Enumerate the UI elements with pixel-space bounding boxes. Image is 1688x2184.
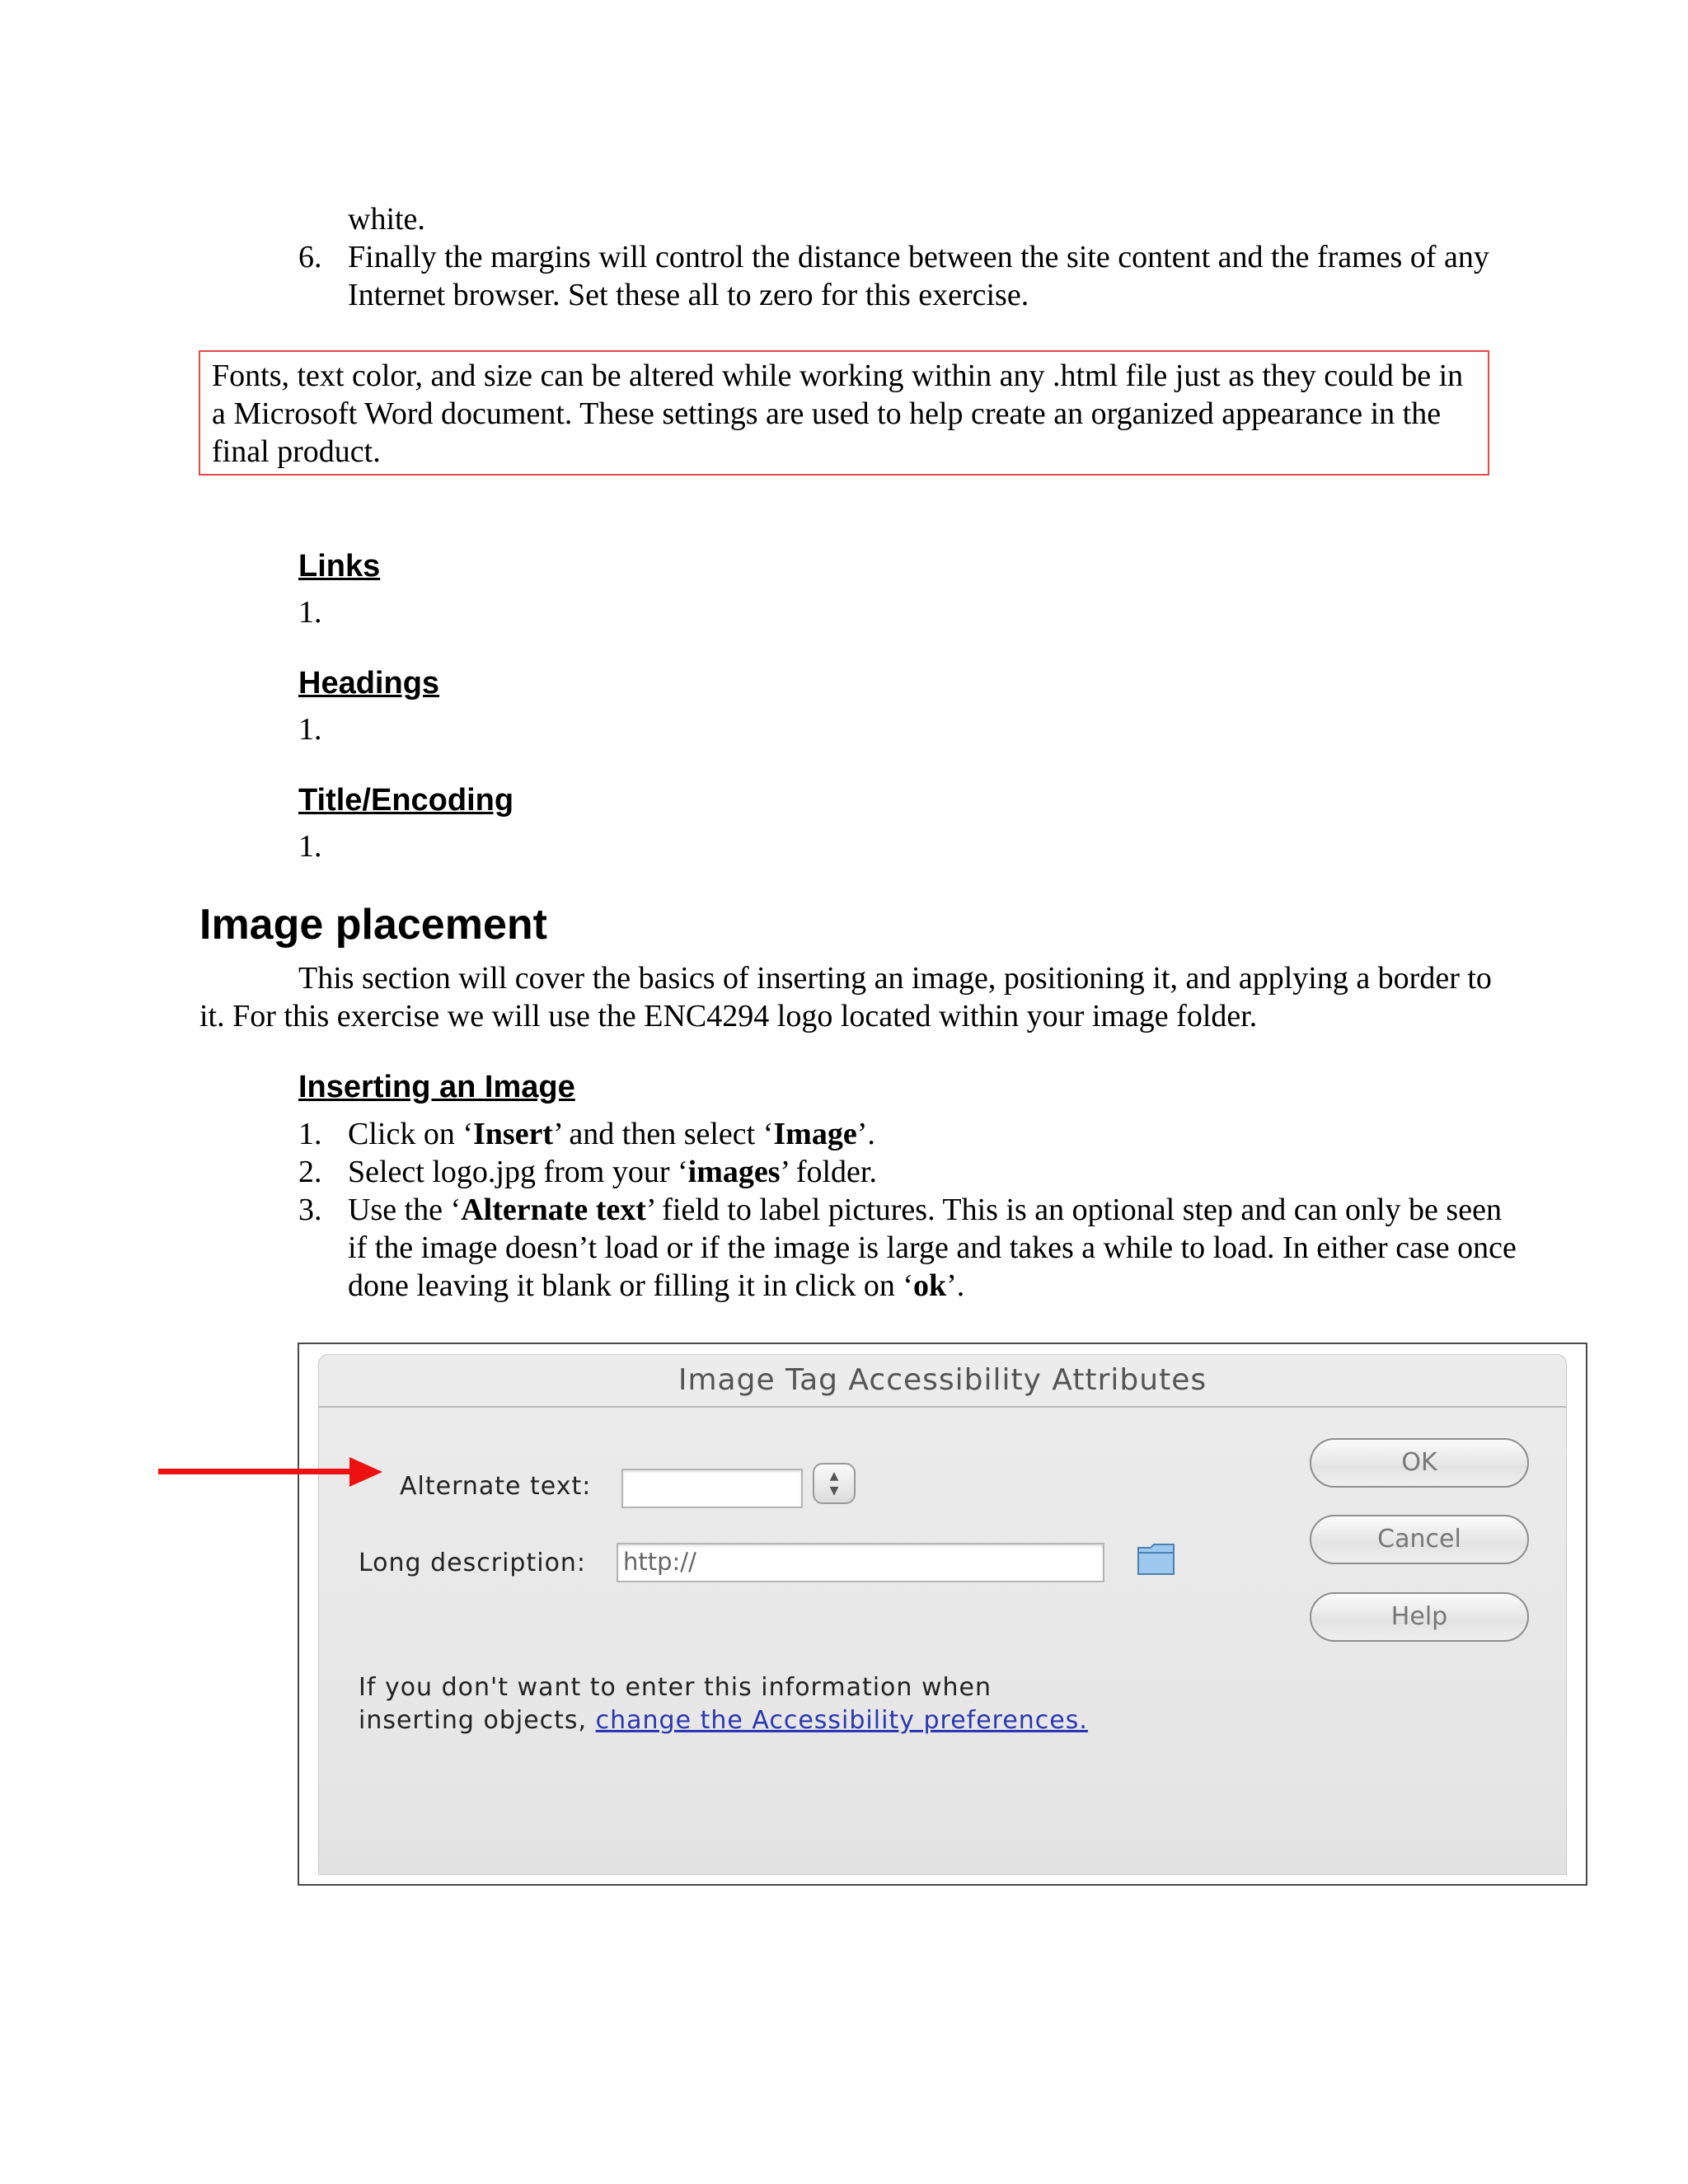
ok-button[interactable]: OK: [1310, 1438, 1529, 1488]
stepper-up-icon: ▲: [829, 1469, 839, 1483]
dialog-info-text: [359, 1671, 1100, 1737]
subheading-links: Links: [298, 549, 381, 583]
subheading-headings: Headings: [298, 666, 440, 701]
list-item-number: 1.: [298, 1117, 322, 1151]
list-item-number: 1.: [298, 595, 322, 630]
section-title: Image placement: [199, 901, 547, 949]
alternate-text-label: Alternate text:: [400, 1472, 592, 1501]
list-item-number: 3.: [298, 1193, 322, 1227]
list-item-number: 2.: [298, 1155, 322, 1189]
cancel-button[interactable]: Cancel: [1310, 1515, 1529, 1564]
stepper-down-icon: ▼: [829, 1484, 839, 1497]
alternate-text-stepper[interactable]: [813, 1463, 856, 1504]
list-item-text: Select logo.jpg from your ‘images’ folder.: [348, 1155, 877, 1189]
long-description-label: Long description:: [359, 1549, 587, 1577]
alternate-text-input[interactable]: [621, 1469, 803, 1508]
list-item-text: white.: [348, 202, 425, 237]
help-button[interactable]: Help: [1310, 1592, 1529, 1642]
note-box: [199, 350, 1489, 476]
list-item-number: 1.: [298, 712, 322, 747]
long-description-input[interactable]: http://: [617, 1543, 1104, 1582]
accessibility-preferences-link[interactable]: change the Accessibility preferences.: [595, 1706, 1088, 1735]
note-text: Fonts, text color, and size can be altered while working within any .html file just as they could be in a Microsoft Word document. These settings are used to help create an organized appearance in the final product.: [212, 359, 1464, 469]
subheading-title-encoding: Title/Encoding: [298, 783, 514, 818]
subheading-inserting-image: Inserting an Image: [298, 1070, 575, 1104]
section-intro: This section will cover the basics of inserting an image, positioning it, and applying a border to it. For this exercise we will use the ENC4294 logo located within your image folder.: [199, 961, 1492, 1033]
folder-icon[interactable]: [1136, 1541, 1177, 1577]
list-item-text: Use the ‘Alternate text’ field to label pictures. This is an optional step and can only be seen if the image doesn’t load or if the image is large and takes a while to load. In either case once done leaving it blank or filling it in click on ‘ok’.: [348, 1193, 1517, 1303]
list-item-text: Finally the margins will control the distance between the site content and the frames of any Internet browser. Set these all to zero for this exercise.: [348, 240, 1489, 312]
list-item-number: 6.: [298, 240, 322, 274]
list-item-text: Click on ‘Insert’ and then select ‘Image’.: [348, 1117, 875, 1151]
dialog-title: Image Tag Accessibility Attributes: [319, 1355, 1566, 1408]
red-arrow-icon: [158, 1455, 382, 1488]
list-item-number: 1.: [298, 829, 322, 864]
info-text: If you don't want to enter this information when inserting objects,: [359, 1673, 992, 1735]
